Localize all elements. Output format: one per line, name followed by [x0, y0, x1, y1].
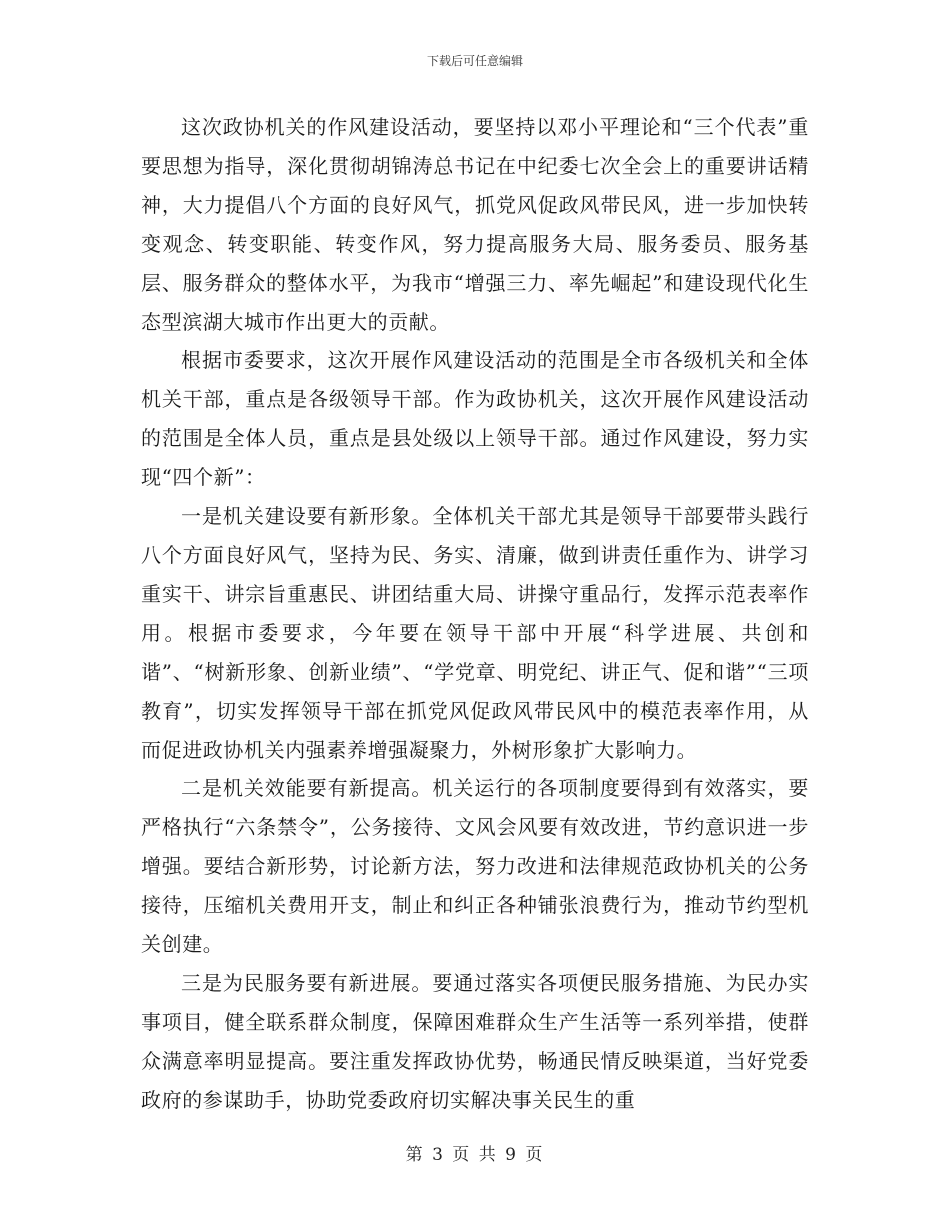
paragraph-4: 二是机关效能要有新提高。机关运行的各项制度要得到有效落实，要严格执行“六条禁令”，公务接待、文风会风要有效改进，节约意识进一步增强。要结合新形势，讨论新方法，努力改进和法律规范政协机关的公务接待，压缩机关费用开支，制止和纠正各种铺张浪费行为，推动节约型机关创建。 — [141, 776, 809, 957]
page-number-footer: 第 3 页 共 9 页 — [405, 1145, 545, 1165]
paragraph-1: 这次政协机关的作风建设活动，要坚持以邓小平理论和“三个代表”重要思想为指导，深化贯彻胡锦涛总书记在中纪委七次全会上的重要讲话精神，大力提倡八个方面的良好风气，抓党风促政风带民风，进一步加快转变观念、转变职能、转变作风，努力提高服务大局、服务委员、服务基层、服务群众的整体水平，为我市“增强三力、率先崛起”和建设现代化生态型滨湖大城市作出更大的贡献。 — [141, 115, 809, 334]
document-body — [141, 108, 809, 1120]
paragraph-2: 根据市委要求，这次开展作风建设活动的范围是全市各级机关和全体机关干部，重点是各级领导干部。作为政协机关，这次开展作风建设活动的范围是全体人员，重点是县处级以上领导干部。通过作风建设，努力实现“四个新”： — [141, 348, 809, 490]
paragraph-3: 一是机关建设要有新形象。全体机关干部尤其是领导干部要带头践行八个方面良好风气，坚持为民、务实、清廉，做到讲责任重作为、讲学习重实干、讲宗旨重惠民、讲团结重大局、讲操守重品行，发挥示范表率作用。根据市委要求，今年要在领导干部中开展“科学进展、共创和谐”、“树新形象、创新业绩”、“学党章、明党纪、讲正气、促和谐”“三项教育”，切实发挥领导干部在抓党风促政风带民风中的模范表率作用，从而促进政协机关内强素养增强凝聚力，外树形象扩大影响力。 — [141, 504, 809, 762]
paragraph-5: 三是为民服务要有新进展。要通过落实各项便民服务措施、为民办实事项目，健全联系群众制度，保障困难群众生产生活等一系列举措，使群众满意率明显提高。要注重发挥政协优势，畅通民情反映渠道，当好党委政府的参谋助手，协助党委政府切实解决事关民生的重 — [141, 970, 809, 1112]
page-header: 下载后可任意编辑 — [426, 54, 523, 68]
